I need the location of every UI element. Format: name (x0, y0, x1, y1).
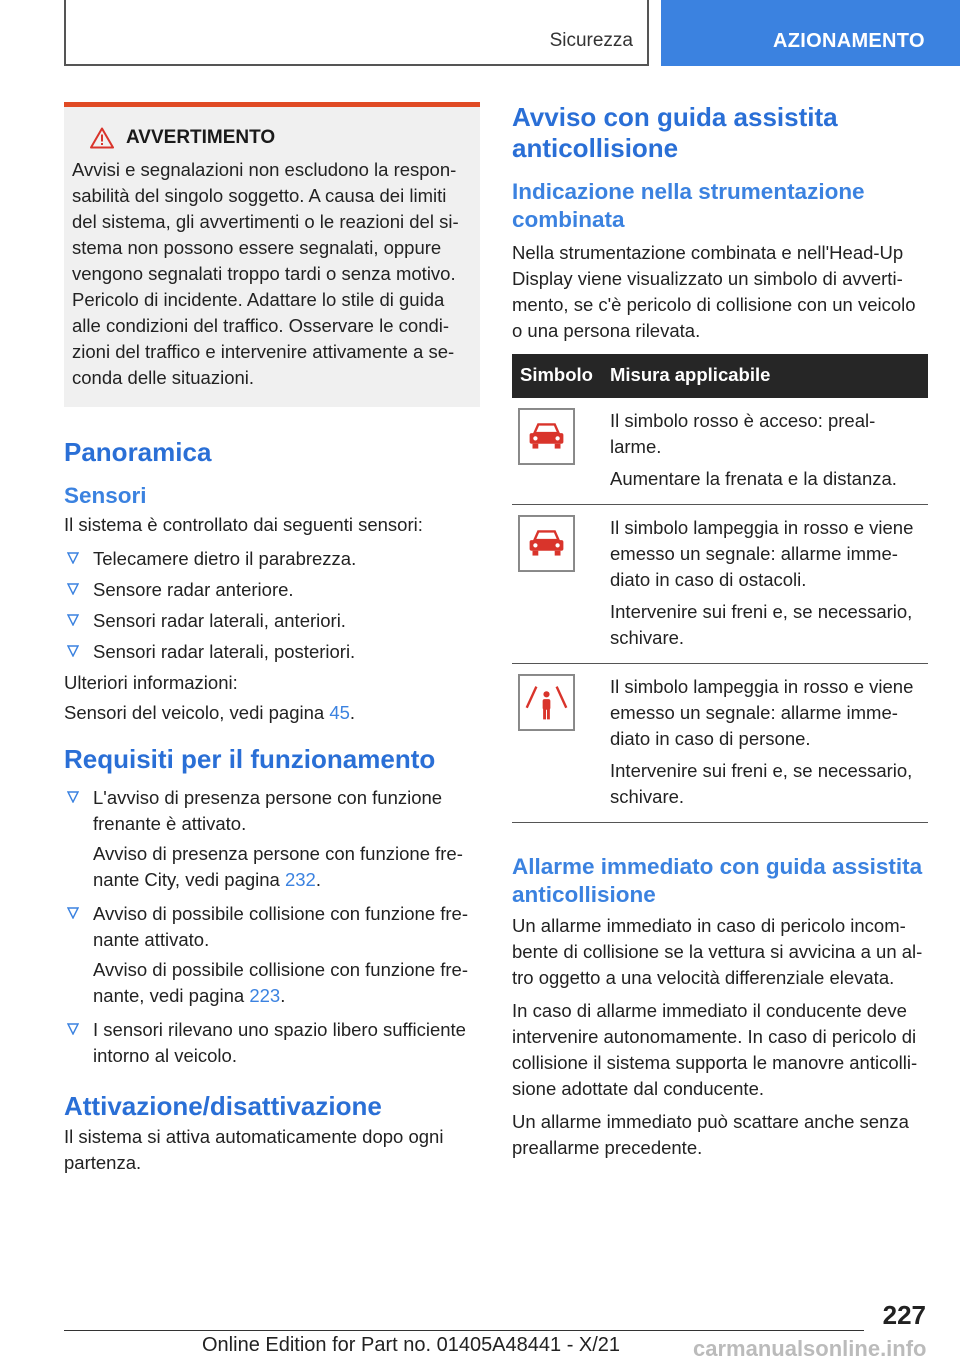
measure-line: Il simbolo rosso è acceso: preallarme. (610, 410, 876, 457)
car-warning-icon (518, 515, 575, 572)
measure-line: Il simbolo lampeggia in rosso e viene emesso un segnale: allarme immediato in caso di persone. (610, 676, 914, 749)
table-cell-symbol (512, 664, 602, 823)
page-link-223[interactable]: 223 (249, 985, 281, 1006)
sensors-heading: Sensori (64, 483, 147, 508)
list-item-text: Sensori radar laterali, posteriori. (93, 641, 356, 662)
list-item (64, 639, 480, 665)
header-section-box (64, 0, 649, 66)
list-item (64, 577, 480, 603)
table-row (512, 505, 928, 664)
table-header-measure: Misura applicabile (602, 354, 928, 398)
car-warning-icon (518, 408, 575, 465)
table-cell-symbol (512, 505, 602, 664)
watermark: carmanualsonline.info (693, 1336, 927, 1361)
table-cell-measure (602, 398, 928, 505)
page-link-232[interactable]: 232 (284, 869, 316, 890)
bullet-triangle-icon (67, 583, 79, 595)
list-item-text: I sensori rilevano uno spazio libero sufficiente intorno al veicolo. (93, 1019, 466, 1066)
table-cell-measure (602, 505, 928, 664)
right-column (512, 102, 928, 1165)
table-header-row (512, 354, 928, 398)
list-item-text: Avviso di possibile collisione con funzione frenante attivato. (93, 903, 469, 950)
footer-edition: Online Edition for Part no. 01405A48441 - X/21 (202, 1334, 621, 1356)
reference-end: . (349, 702, 356, 723)
sensors-intro: Il sistema è controllato dai seguenti sensori: (64, 514, 423, 535)
table-cell-symbol (512, 398, 602, 505)
list-item-text: Sensori radar laterali, anteriori. (93, 610, 346, 631)
list-item (64, 785, 480, 893)
header-chapter-label: AZIONAMENTO (773, 30, 925, 52)
warning-box (64, 102, 480, 407)
bullet-triangle-icon (67, 552, 79, 564)
page-number: 227 (882, 1300, 926, 1330)
alarm-paragraph-2: In caso di allarme immediato il conducente deve intervenire autonomamente. In caso di pericolo di collisione il sistema supporta le manovre anticollisione adottate dal conducente. (512, 1000, 918, 1099)
list-item-text: Telecamere dietro il parabrezza. (93, 548, 357, 569)
table-row (512, 664, 928, 823)
list-item-subtext (93, 957, 480, 1009)
measure-line: Intervenire sui freni e, se necessario, schivare. (610, 601, 913, 648)
footer-divider (64, 1330, 864, 1331)
pedestrian-warning-icon (518, 674, 575, 731)
alarm-paragraph-3: Un allarme immediato può scattare anche senza preallarme precedente. (512, 1111, 909, 1158)
table-row (512, 398, 928, 505)
sensors-list (64, 546, 480, 665)
warning-triangle-icon (90, 127, 114, 149)
reference-text: Avviso di presenza persone con funzione frenante City, vedi pagina (93, 843, 463, 890)
header-chapter-tab[interactable] (661, 0, 960, 66)
table-header-symbol: Simbolo (512, 354, 602, 398)
warning-title: AVVERTIMENTO (126, 127, 276, 148)
bullet-triangle-icon (67, 1023, 79, 1035)
list-item-text: L'avviso di presenza persone con funzione frenante è attivato. (93, 787, 443, 834)
symbol-table (512, 354, 928, 823)
list-item-text: Sensore radar anteriore. (93, 579, 294, 600)
warning-heading (90, 127, 470, 149)
bullet-triangle-icon (67, 907, 79, 919)
bullet-triangle-icon (67, 645, 79, 657)
warning-body: Avvisi e segnalazioni non escludono la responsabilità del singolo soggetto. A causa dei limiti del sistema, gli avvertimenti o le reazioni del sistema non possono essere segnalati, oppure vengono segnalati troppo tardi o senza motivo. Pericolo di incidente. Adattare lo stile di guida alle condizioni del traffico. Osservare le condizioni del traffico e intervenire attivamente a seconda delle situazioni. (72, 159, 459, 388)
immediate-alarm-heading: Allarme immediato con guida assistita anticollisione (512, 854, 923, 907)
reference-text: Avviso di possibile collisione con funzione frenante, vedi pagina (93, 959, 469, 1006)
sensors-reference (64, 700, 480, 726)
bullet-triangle-icon (67, 614, 79, 626)
measure-line: Aumentare la frenata e la distanza. (610, 468, 897, 489)
bullet-triangle-icon (67, 791, 79, 803)
list-item (64, 901, 480, 1009)
activation-heading: Attivazione/disattivazione (64, 1091, 382, 1121)
reference-end: . (315, 869, 321, 890)
measure-line: Intervenire sui freni e, se necessario, schivare. (610, 760, 913, 807)
alarm-paragraph-1: Un allarme immediato in caso di pericolo incombente di collisione se la vettura si avvicina a un altro oggetto a una velocità differenziale elevata. (512, 915, 923, 988)
table-cell-measure (602, 664, 928, 823)
left-column (64, 102, 480, 1180)
list-item (64, 1017, 480, 1069)
reference-text: Sensori del veicolo, vedi pagina (64, 702, 330, 723)
list-item (64, 608, 480, 634)
indication-text: Nella strumentazione combinata e nell'Head-Up Display viene visualizzato un simbolo di avvertimento, se c'è pericolo di collisione con un veicolo o una persona rilevata. (512, 242, 916, 341)
page-link-45[interactable]: 45 (329, 702, 350, 723)
indication-heading: Indicazione nella strumentazione combinata (512, 179, 865, 232)
requirements-heading: Requisiti per il funzionamento (64, 744, 436, 774)
more-info-label: Ulteriori informazioni: (64, 672, 238, 693)
list-item-subtext (93, 841, 480, 893)
list-item (64, 546, 480, 572)
collision-warning-heading: Avviso con guida assistita anticollisione (512, 102, 838, 163)
requirements-list (64, 785, 480, 1069)
header-section-title: Sicurezza (549, 30, 633, 51)
activation-text: Il sistema si attiva automaticamente dopo ogni partenza. (64, 1126, 444, 1173)
measure-line: Il simbolo lampeggia in rosso e viene emesso un segnale: allarme immediato in caso di ostacoli. (610, 517, 914, 590)
overview-heading: Panoramica (64, 437, 212, 467)
reference-end: . (280, 985, 286, 1006)
